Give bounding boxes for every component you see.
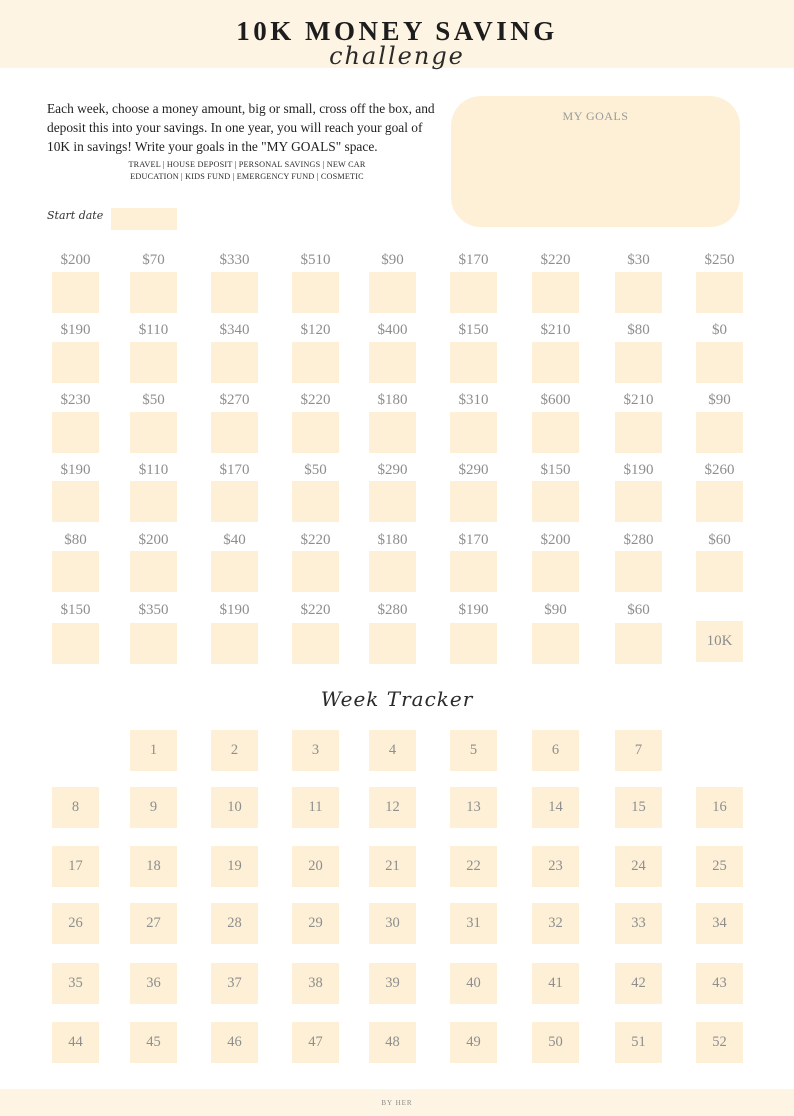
amount-checkbox[interactable] xyxy=(696,412,743,453)
amount-checkbox[interactable] xyxy=(532,272,579,313)
amount-checkbox[interactable] xyxy=(211,551,258,592)
week-box[interactable]: 38 xyxy=(292,963,339,1004)
week-box[interactable]: 39 xyxy=(369,963,416,1004)
amount-checkbox[interactable] xyxy=(615,481,662,522)
amount-checkbox[interactable] xyxy=(615,412,662,453)
week-box[interactable]: 33 xyxy=(615,903,662,944)
amount-checkbox[interactable] xyxy=(696,342,743,383)
week-tracker-title: Week Tracker xyxy=(320,687,474,711)
amount-label: $90 xyxy=(544,602,567,618)
week-box[interactable]: 45 xyxy=(130,1022,177,1063)
amount-label: $210 xyxy=(623,392,654,408)
week-box[interactable]: 47 xyxy=(292,1022,339,1063)
amount-label: $110 xyxy=(138,462,169,478)
amount-checkbox[interactable] xyxy=(130,272,177,313)
amount-checkbox[interactable] xyxy=(130,623,177,664)
amount-label: $330 xyxy=(219,252,250,268)
amount-checkbox[interactable] xyxy=(130,342,177,383)
amount-checkbox[interactable] xyxy=(369,342,416,383)
week-box[interactable]: 15 xyxy=(615,787,662,828)
week-box[interactable]: 28 xyxy=(211,903,258,944)
amount-label: $340 xyxy=(219,322,250,338)
amount-label: $200 xyxy=(138,532,169,548)
categories-line-1: TRAVEL | HOUSE DEPOSIT | PERSONAL SAVINGS | NEW CAR xyxy=(128,160,366,169)
amount-checkbox[interactable] xyxy=(292,623,339,664)
amount-checkbox[interactable] xyxy=(369,272,416,313)
amount-checkbox[interactable] xyxy=(292,481,339,522)
week-box[interactable]: 6 xyxy=(532,730,579,771)
amount-label: $290 xyxy=(458,462,489,478)
week-box[interactable]: 13 xyxy=(450,787,497,828)
amount-checkbox[interactable] xyxy=(615,551,662,592)
week-box[interactable]: 51 xyxy=(615,1022,662,1063)
amount-label: $170 xyxy=(219,462,250,478)
start-date-label: Start date xyxy=(47,209,104,222)
amount-label: $80 xyxy=(64,532,87,548)
week-box[interactable]: 17 xyxy=(52,846,99,887)
amount-label: $60 xyxy=(708,532,731,548)
week-box[interactable]: 35 xyxy=(52,963,99,1004)
amount-checkbox[interactable] xyxy=(52,412,99,453)
amount-checkbox[interactable] xyxy=(450,481,497,522)
amount-checkbox[interactable] xyxy=(450,623,497,664)
amount-label: $260 xyxy=(704,462,735,478)
amount-label: $290 xyxy=(377,462,408,478)
week-box[interactable]: 22 xyxy=(450,846,497,887)
week-box[interactable]: 19 xyxy=(211,846,258,887)
week-box[interactable]: 2 xyxy=(211,730,258,771)
amount-label: $220 xyxy=(300,392,331,408)
week-box[interactable]: 18 xyxy=(130,846,177,887)
week-box[interactable]: 12 xyxy=(369,787,416,828)
week-box[interactable]: 36 xyxy=(130,963,177,1004)
amount-label: $190 xyxy=(60,462,91,478)
week-box[interactable]: 37 xyxy=(211,963,258,1004)
amount-checkbox[interactable] xyxy=(130,481,177,522)
intro-text: Each week, choose a money amount, big or small, cross off the box, and deposit this into your savings. In one year, you will reach your goal of 10K in savings! Write your goals in the "MY GOALS" space. xyxy=(47,101,435,154)
amount-label: $150 xyxy=(458,322,489,338)
page-title: 10K MONEY SAVING xyxy=(236,16,558,46)
amount-label: $190 xyxy=(60,322,91,338)
amount-label: $220 xyxy=(300,602,331,618)
week-box[interactable]: 24 xyxy=(615,846,662,887)
week-box[interactable]: 10 xyxy=(211,787,258,828)
amount-checkbox[interactable] xyxy=(532,412,579,453)
week-box[interactable]: 31 xyxy=(450,903,497,944)
amount-checkbox[interactable] xyxy=(696,481,743,522)
amount-label: $190 xyxy=(458,602,489,618)
amount-label: $280 xyxy=(623,532,654,548)
week-box[interactable]: 16 xyxy=(696,787,743,828)
page-subtitle: challenge xyxy=(329,42,465,70)
week-box[interactable]: 7 xyxy=(615,730,662,771)
amount-checkbox[interactable] xyxy=(292,272,339,313)
amount-checkbox[interactable] xyxy=(52,551,99,592)
amount-checkbox[interactable] xyxy=(369,623,416,664)
amount-checkbox[interactable] xyxy=(292,342,339,383)
week-box[interactable]: 3 xyxy=(292,730,339,771)
amount-checkbox[interactable] xyxy=(211,342,258,383)
amount-label: $510 xyxy=(300,252,331,268)
amount-label: $270 xyxy=(219,392,250,408)
amount-checkbox[interactable] xyxy=(52,272,99,313)
amount-checkbox[interactable] xyxy=(130,551,177,592)
amount-checkbox[interactable] xyxy=(292,551,339,592)
amount-checkbox[interactable] xyxy=(52,481,99,522)
footer-brand: BY HER xyxy=(381,1099,413,1107)
amount-label: $180 xyxy=(377,532,408,548)
amount-label: $110 xyxy=(138,322,169,338)
amount-label: $310 xyxy=(458,392,489,408)
amount-label: $90 xyxy=(708,392,731,408)
week-box[interactable]: 52 xyxy=(696,1022,743,1063)
amount-checkbox[interactable] xyxy=(532,481,579,522)
amount-label: $190 xyxy=(623,462,654,478)
amount-checkbox[interactable] xyxy=(52,623,99,664)
amount-label: $600 xyxy=(540,392,571,408)
amount-label: $180 xyxy=(377,392,408,408)
amount-checkbox[interactable] xyxy=(615,623,662,664)
amount-label: $280 xyxy=(377,602,408,618)
amount-checkbox[interactable] xyxy=(292,412,339,453)
amount-label: $150 xyxy=(540,462,571,478)
week-box[interactable]: 50 xyxy=(532,1022,579,1063)
week-box[interactable]: 41 xyxy=(532,963,579,1004)
amount-checkbox[interactable] xyxy=(696,272,743,313)
week-box[interactable]: 44 xyxy=(52,1022,99,1063)
amount-label: $0 xyxy=(712,322,727,338)
amount-checkbox[interactable] xyxy=(532,623,579,664)
week-box[interactable]: 30 xyxy=(369,903,416,944)
week-box[interactable]: 1 xyxy=(130,730,177,771)
amount-label: $50 xyxy=(142,392,165,408)
amount-checkbox[interactable] xyxy=(615,272,662,313)
my-goals-label: MY GOALS xyxy=(562,109,629,123)
amount-checkbox[interactable] xyxy=(532,551,579,592)
week-box[interactable]: 40 xyxy=(450,963,497,1004)
amount-checkbox[interactable] xyxy=(369,481,416,522)
week-box[interactable]: 23 xyxy=(532,846,579,887)
week-box[interactable]: 46 xyxy=(211,1022,258,1063)
week-box[interactable]: 8 xyxy=(52,787,99,828)
week-box[interactable]: 32 xyxy=(532,903,579,944)
week-box[interactable]: 48 xyxy=(369,1022,416,1063)
amount-checkbox[interactable] xyxy=(130,412,177,453)
amount-label: $190 xyxy=(219,602,250,618)
amount-checkbox[interactable] xyxy=(450,551,497,592)
amount-label: $220 xyxy=(300,532,331,548)
amount-checkbox[interactable] xyxy=(696,551,743,592)
amount-checkbox[interactable] xyxy=(369,412,416,453)
amount-label: $170 xyxy=(458,252,489,268)
amount-checkbox[interactable] xyxy=(532,342,579,383)
week-box[interactable]: 26 xyxy=(52,903,99,944)
amount-label: $80 xyxy=(627,322,650,338)
week-box[interactable]: 11 xyxy=(292,787,339,828)
amount-label: $220 xyxy=(540,252,571,268)
week-box[interactable]: 49 xyxy=(450,1022,497,1063)
amount-checkbox[interactable] xyxy=(211,272,258,313)
amount-checkbox[interactable] xyxy=(369,551,416,592)
amount-label: $210 xyxy=(540,322,571,338)
amount-label: $250 xyxy=(704,252,735,268)
amount-label: $200 xyxy=(540,532,571,548)
week-box[interactable]: 20 xyxy=(292,846,339,887)
week-box[interactable]: 21 xyxy=(369,846,416,887)
amount-label: $230 xyxy=(60,392,91,408)
week-box[interactable]: 34 xyxy=(696,903,743,944)
week-box[interactable]: 25 xyxy=(696,846,743,887)
amount-checkbox[interactable] xyxy=(450,342,497,383)
categories xyxy=(47,159,447,183)
week-box[interactable]: 9 xyxy=(130,787,177,828)
week-box[interactable]: 5 xyxy=(450,730,497,771)
amount-checkbox[interactable] xyxy=(615,342,662,383)
amount-checkbox[interactable] xyxy=(450,272,497,313)
week-box[interactable]: 27 xyxy=(130,903,177,944)
week-box[interactable]: 42 xyxy=(615,963,662,1004)
categories-line-2: EDUCATION | KIDS FUND | EMERGENCY FUND | COSMETIC xyxy=(130,172,364,181)
week-box[interactable]: 43 xyxy=(696,963,743,1004)
amount-label: $60 xyxy=(627,602,650,618)
amount-label: $350 xyxy=(138,602,169,618)
amount-checkbox[interactable] xyxy=(211,623,258,664)
week-box[interactable]: 4 xyxy=(369,730,416,771)
amount-label: $200 xyxy=(60,252,91,268)
my-goals-box[interactable] xyxy=(451,96,740,227)
amount-label: $90 xyxy=(381,252,404,268)
amount-checkbox[interactable] xyxy=(211,481,258,522)
amount-label: $30 xyxy=(627,252,650,268)
amount-checkbox[interactable] xyxy=(450,412,497,453)
goal-10k-box[interactable]: 10K xyxy=(696,621,743,662)
start-date-field[interactable] xyxy=(111,208,177,230)
amount-label: $150 xyxy=(60,602,91,618)
amount-label: $170 xyxy=(458,532,489,548)
amount-label: $50 xyxy=(304,462,327,478)
amount-checkbox[interactable] xyxy=(211,412,258,453)
week-box[interactable]: 29 xyxy=(292,903,339,944)
amount-label: $120 xyxy=(300,322,331,338)
amount-label: $40 xyxy=(223,532,246,548)
amount-label: $400 xyxy=(377,322,408,338)
week-box[interactable]: 14 xyxy=(532,787,579,828)
amount-checkbox[interactable] xyxy=(52,342,99,383)
amount-label: $70 xyxy=(142,252,165,268)
